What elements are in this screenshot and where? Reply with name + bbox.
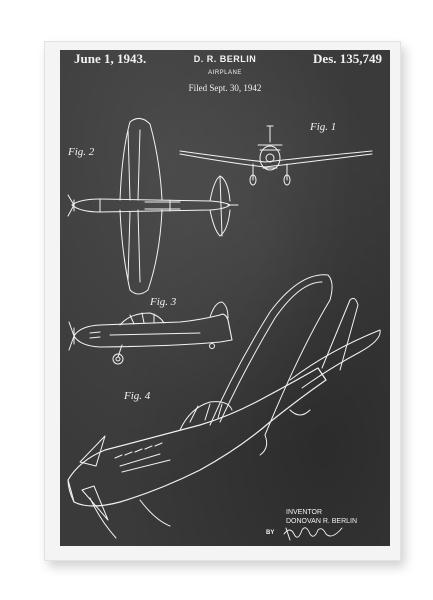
- signature: [284, 528, 342, 540]
- fig2-label: Fig. 2: [68, 146, 95, 158]
- inventor-label: INVENTOR: [286, 509, 323, 516]
- fig1-front-view: [180, 126, 372, 185]
- fig1-label: Fig. 1: [310, 121, 337, 133]
- fig3-side-view: [69, 302, 232, 364]
- patent-drawing: [60, 50, 390, 546]
- inventor-short-name: D. R. BERLIN: [193, 54, 257, 64]
- patent-title: AIRPLANE: [208, 70, 242, 76]
- patent-date: June 1, 1943.: [74, 51, 147, 66]
- filed-date: Filed Sept. 30, 1942: [188, 83, 262, 93]
- fig4-label: Fig. 4: [124, 390, 151, 402]
- patent-print: [60, 50, 390, 546]
- inventor-name: DONOVAN R. BERLIN: [286, 518, 358, 525]
- fig3-label: Fig. 3: [150, 296, 177, 308]
- by-label: BY: [266, 530, 275, 536]
- design-number: Des. 135,749: [313, 51, 382, 66]
- fig2-top-view: [68, 118, 238, 294]
